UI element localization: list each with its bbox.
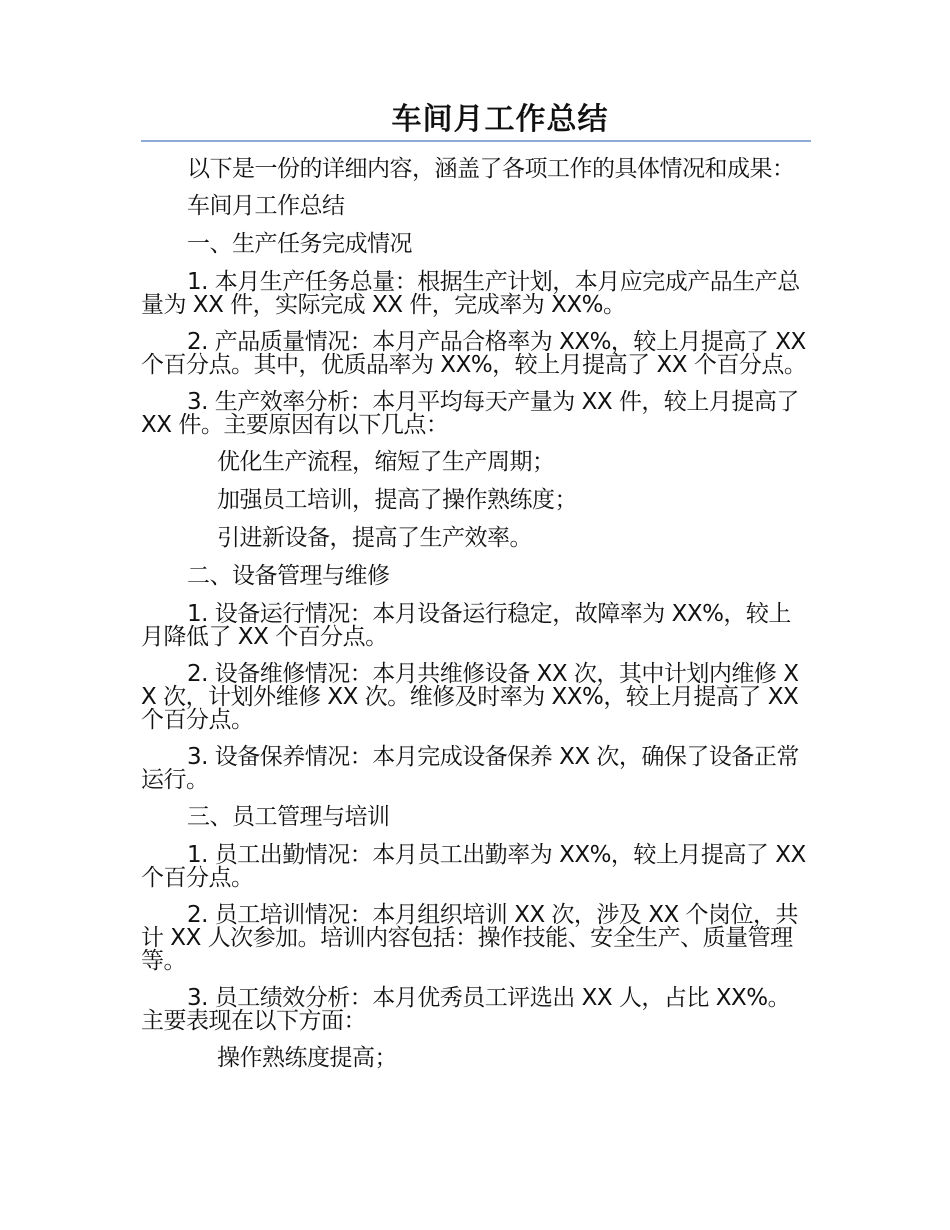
section-heading-production: 一、生产任务完成情况 [187,231,412,257]
document-title: 车间月工作总结 [391,102,609,137]
paragraph-efficiency: 3. 生产效率分析：本月平均每天产量为 XX 件，较上月提高了 XX 件。主要原因有以下几点： [141,389,799,438]
section-heading-equipment: 二、设备管理与维修 [187,563,390,589]
paragraph-equipment-operation: 1. 设备运行情况：本月设备运行稳定，故障率为 XX%，较上月降低了 XX 个百分点。 [141,601,791,650]
list-item-equipment: 引进新设备，提高了生产效率。 [217,525,532,551]
paragraph-product-quality: 2. 产品质量情况：本月产品合格率为 XX%，较上月提高了 XX 个百分点。其中，优质品率为 XX%，较上月提高了 XX 个百分点。 [141,329,807,378]
list-item-proficiency: 操作熟练度提高； [217,1045,397,1071]
list-item-process: 优化生产流程，缩短了生产周期； [217,449,555,475]
document-page [141,100,811,1085]
paragraph-attendance: 1. 员工出勤情况：本月员工出勤率为 XX%，较上月提高了 XX 个百分点。 [141,842,806,891]
paragraph-equipment-repair: 2. 设备维修情况：本月共维修设备 XX 次，其中计划内维修 XX 次，计划外维修 XX 次。维修及时率为 XX%，较上月提高了 XX 个百分点。 [141,661,799,733]
intro-paragraph: 以下是一份的详细内容，涵盖了各项工作的具体情况和成果： [187,156,795,182]
paragraph-equipment-maintenance: 3. 设备保养情况：本月完成设备保养 XX 次，确保了设备正常运行。 [141,744,799,793]
paragraph-staff-training: 2. 员工培训情况：本月组织培训 XX 次，涉及 XX 个岗位，共计 XX 人次参加。培训内容包括：操作技能、安全生产、质量管理等。 [141,902,799,974]
section-heading-staff: 三、员工管理与培训 [187,804,390,830]
paragraph-performance: 3. 员工绩效分析：本月优秀员工评选出 XX 人，占比 XX%。主要表现在以下方面： [141,985,791,1034]
title-underline [141,140,811,142]
paragraph-production-total: 1. 本月生产任务总量：根据生产计划，本月应完成产品生产总量为 XX 件，实际完成 XX 件，完成率为 XX%。 [141,269,800,318]
summary-heading: 车间月工作总结 [187,193,345,219]
list-item-training: 加强员工培训，提高了操作熟练度； [217,487,577,513]
